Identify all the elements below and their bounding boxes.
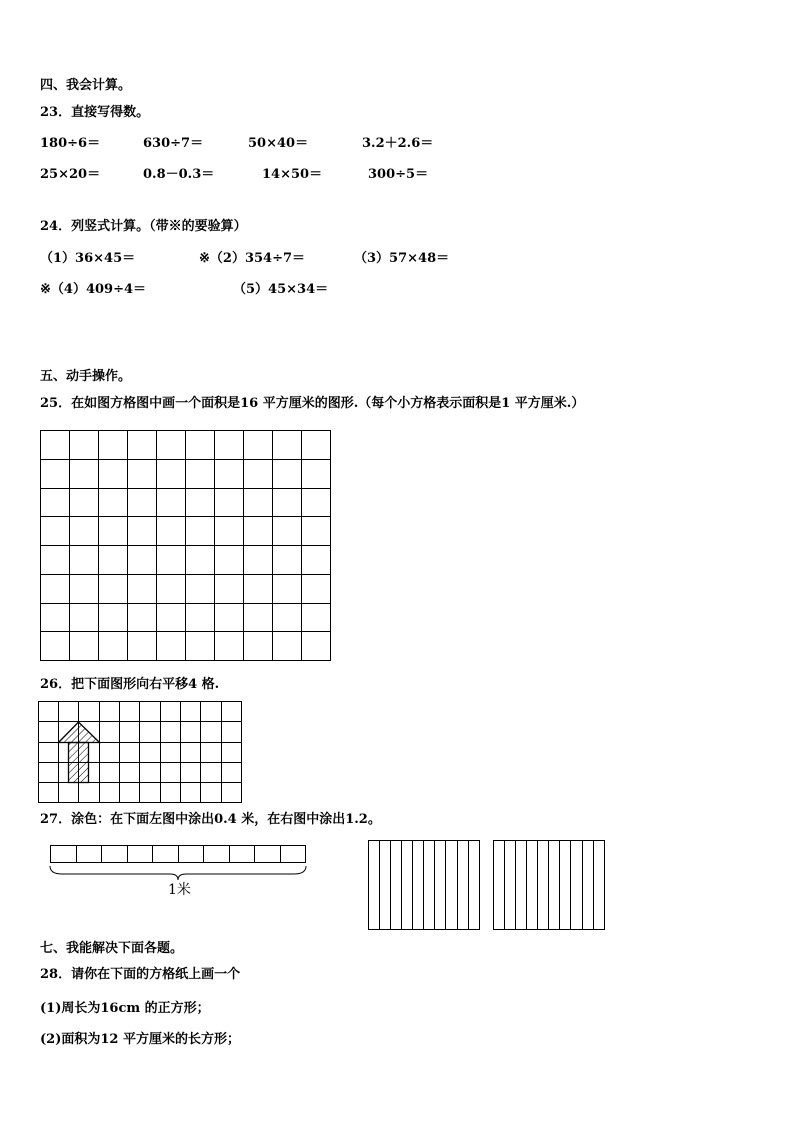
q25-title: 25．在如图方格图中画一个面积是16 平方厘米的图形.（每个小方格表示面积是1 平方厘米.） <box>40 396 585 411</box>
q28-item-2: (2)面积为12 平方厘米的长方形； <box>40 1032 240 1047</box>
q27-title: 27．涂色：在下面左图中涂出0.4 米，在右图中涂出1.2。 <box>40 812 381 827</box>
q23-item-4: 3.2＋2.6＝ <box>362 136 434 151</box>
q24-item-3: （3）57×48＝ <box>354 251 450 266</box>
q24-item-1: （1）36×45＝ <box>40 251 136 266</box>
q28-item-1: (1)周长为16cm 的正方形； <box>40 1001 210 1016</box>
arrow-shape <box>59 722 100 783</box>
q23-item-3: 50×40＝ <box>248 136 309 151</box>
section4-heading: 四、我会计算。 <box>40 78 132 93</box>
q23-item-1: 180÷6＝ <box>40 136 101 151</box>
q23-item-2: 630÷7＝ <box>143 136 204 151</box>
section7-heading: 七、我能解决下面各题。 <box>40 941 184 956</box>
q24-item-5: （5）45×34＝ <box>233 282 329 297</box>
q28-title: 28．请你在下面的方格纸上画一个 <box>40 967 241 982</box>
ruler-brace <box>50 866 306 880</box>
q23-item-5: 25×20＝ <box>40 167 101 182</box>
q24-item-2: ※（2）354÷7＝ <box>199 251 306 266</box>
q23-item-6: 0.8－0.3＝ <box>143 167 215 182</box>
q24-item-4: ※（4）409÷4＝ <box>40 282 147 297</box>
section5-heading: 五、动手操作。 <box>40 369 132 384</box>
q26-title: 26．把下面图形向右平移4 格. <box>40 677 220 692</box>
ruler-label: 1米 <box>168 882 191 898</box>
q24-title: 24．列竖式计算。（带※的要验算） <box>40 219 247 234</box>
q23-title: 23．直接写得数。 <box>40 105 150 120</box>
q23-item-8: 300÷5＝ <box>368 167 429 182</box>
q23-item-7: 14×50＝ <box>262 167 323 182</box>
